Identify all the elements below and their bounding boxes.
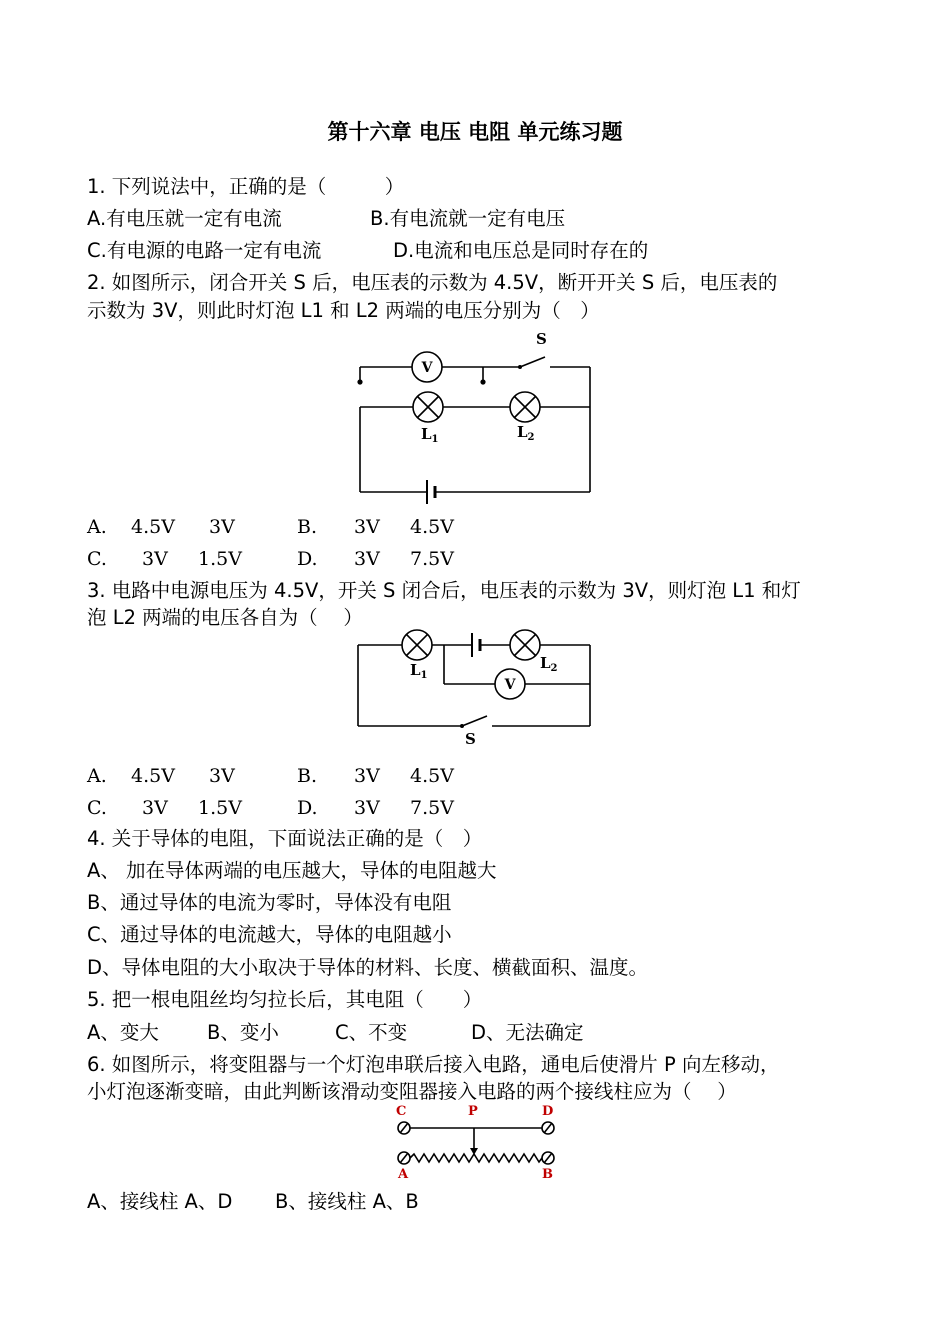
q3-circuit-diagram	[350, 628, 600, 746]
voltmeter-label: V	[504, 677, 516, 693]
q2-option-b-v1: 3V	[354, 516, 380, 538]
q2-option-c-label: C.	[87, 548, 107, 570]
q4-option-a: A、 加在导体两端的电压越大，导体的电阻越大	[87, 859, 497, 882]
lamp1-label: L	[410, 661, 421, 679]
q4-option-d: D、导体电阻的大小取决于导体的材料、长度、横截面积、温度。	[87, 956, 649, 979]
q1-stem: 1. 下列说法中，正确的是（ ）	[87, 175, 405, 198]
q5-option-d: D、无法确定	[471, 1021, 584, 1044]
q3-option-d-v1: 3V	[354, 797, 380, 819]
terminal-dot-left	[357, 379, 362, 384]
slider-p-label: P	[468, 1104, 478, 1119]
q3-option-b-label: B.	[297, 765, 318, 787]
q2-stem-line1: 2. 如图所示，闭合开关 S 后，电压表的示数为 4.5V，断开开关 S 后，电压表的	[87, 271, 778, 294]
q6-rheostat-diagram	[390, 1102, 565, 1182]
q5-option-a: A、变大	[87, 1021, 159, 1044]
q6-option-b: B、接线柱 A、B	[275, 1190, 419, 1213]
terminal-c-label: C	[396, 1104, 407, 1119]
terminal-dot-middle	[480, 379, 485, 384]
q3-stem-line2: 泡 L2 两端的电压各自为（ ）	[87, 606, 363, 629]
switch-label: S	[536, 330, 547, 348]
svg-text:L1: $L_1$	[421, 425, 439, 445]
q2-option-a-v1: 4.5V	[131, 516, 175, 538]
q3-option-b-v1: 3V	[354, 765, 380, 787]
q2-option-d-v2: 7.5V	[410, 548, 454, 570]
q1-option-b: B.有电流就一定有电压	[370, 207, 566, 230]
q1-option-d: D.电流和电压总是同时存在的	[393, 239, 649, 262]
q3-option-c-v1: 3V	[142, 797, 168, 819]
q2-option-d-label: D.	[297, 548, 318, 570]
q5-option-c: C、不变	[335, 1021, 408, 1044]
q3-option-b-v2: 4.5V	[410, 765, 454, 787]
q6-stem-line1: 6. 如图所示，将变阻器与一个灯泡串联后接入电路，通电后使滑片 P 向左移动，	[87, 1053, 780, 1076]
q4-option-c: C、通过导体的电流越大，导体的电阻越小	[87, 923, 452, 946]
q2-stem-line2: 示数为 3V，则此时灯泡 L1 和 L2 两端的电压分别为（ ）	[87, 299, 600, 322]
q2-circuit-diagram	[350, 330, 600, 500]
q5-option-b: B、变小	[207, 1021, 279, 1044]
q5-stem: 5. 把一根电阻丝均匀拉长后，其电阻（ ）	[87, 988, 483, 1011]
terminal-b-label: B	[542, 1167, 553, 1182]
svg-text:L2: $L_2$	[540, 654, 558, 674]
q1-option-a: A.有电压就一定有电流	[87, 207, 282, 230]
lamp2-label: L	[517, 423, 528, 441]
q4-option-b: B、通过导体的电流为零时，导体没有电阻	[87, 891, 452, 914]
q2-option-b-label: B.	[297, 516, 318, 538]
terminal-a-label: A	[398, 1167, 409, 1182]
q6-option-a: A、接线柱 A、D	[87, 1190, 233, 1213]
q2-option-a-v2: 3V	[209, 516, 235, 538]
q3-option-a-v1: 4.5V	[131, 765, 175, 787]
q2-option-d-v1: 3V	[354, 548, 380, 570]
q2-option-c-v1: 3V	[142, 548, 168, 570]
page-title: 第十六章 电压 电阻 单元练习题	[327, 120, 623, 144]
q3-option-c-v2: 1.5V	[198, 797, 242, 819]
svg-text:L2: $L_2$	[517, 423, 535, 443]
q2-option-c-v2: 1.5V	[198, 548, 242, 570]
q2-option-b-v2: 4.5V	[410, 516, 454, 538]
lamp2-label: L	[540, 654, 551, 672]
q2-option-a-label: A.	[87, 516, 107, 538]
svg-text:L1: $L_1$	[410, 661, 428, 681]
slider-arrow-icon	[470, 1148, 478, 1155]
q3-option-c-label: C.	[87, 797, 107, 819]
q6-stem-line2: 小灯泡逐渐变暗，由此判断该滑动变阻器接入电路的两个接线柱应为（ ）	[87, 1080, 737, 1103]
q3-option-a-v2: 3V	[209, 765, 235, 787]
q3-stem-line1: 3. 电路中电源电压为 4.5V，开关 S 闭合后，电压表的示数为 3V，则灯泡 L1 和灯	[87, 579, 801, 602]
switch-label: S	[465, 730, 476, 748]
q3-option-d-v2: 7.5V	[410, 797, 454, 819]
lamp1-label: L	[421, 425, 432, 443]
voltmeter-label: V	[421, 360, 433, 376]
q3-option-a-label: A.	[87, 765, 107, 787]
q1-option-c: C.有电源的电路一定有电流	[87, 239, 322, 262]
terminal-d-label: D	[542, 1104, 554, 1119]
q3-option-d-label: D.	[297, 797, 318, 819]
q4-stem: 4. 关于导体的电阻，下面说法正确的是（ ）	[87, 827, 483, 850]
